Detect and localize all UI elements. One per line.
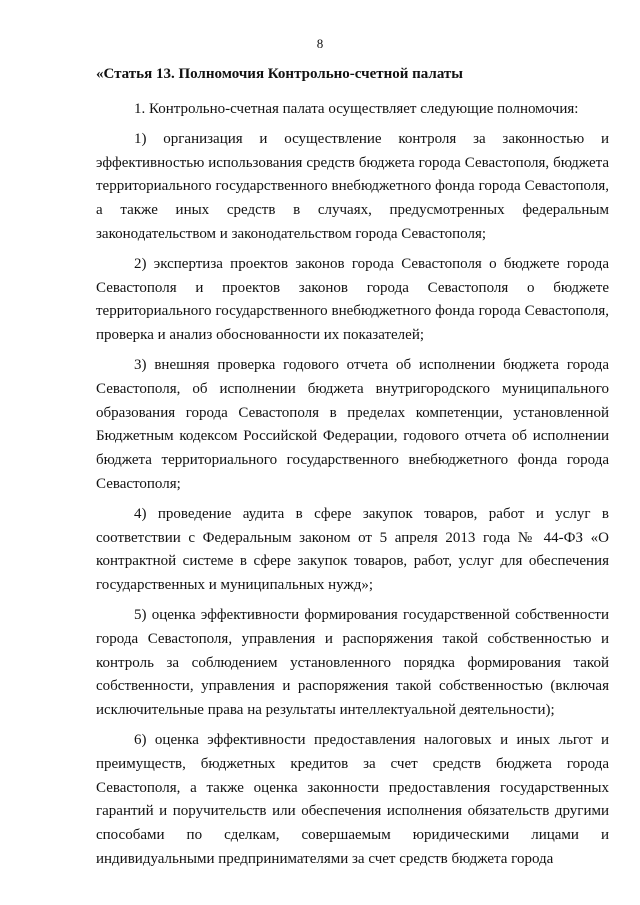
paragraph-item-4: 4) проведение аудита в сфере закупок товаров, работ и услуг в соответствии с Федеральным законом от 5 апреля 2013 года № 44-ФЗ «О контрактной системе в сфере закупок товаров, работ, услуг для обеспечения государственных и муниципальных нужд»; bbox=[96, 505, 609, 594]
article-heading: «Статья 13. Полномочия Контрольно-счетной палаты bbox=[96, 66, 464, 82]
document-body bbox=[96, 62, 609, 878]
paragraph-item-5: 5) оценка эффективности формирования государственной собственности города Севастополя, управления и распоряжения такой собственностью и контроль за соблюдением установленного порядка формирования такой собственности, управления и распоряжения такой собственностью (включая исключительные права на результаты интеллектуальной деятельности); bbox=[96, 606, 609, 719]
page-number: 8 bbox=[316, 36, 324, 51]
paragraph-item-6: 6) оценка эффективности предоставления налоговых и иных льгот и преимуществ, бюджетных кредитов за счет средств бюджета города Севастополя, а также оценка законности предоставления государственных гарантий и поручительств или обеспечения исполнения обязательств другими способами по сделкам, совершаемым юридическими лицами и индивидуальными предпринимателями за счет средств бюджета города bbox=[96, 731, 609, 867]
paragraph-intro: 1. Контрольно-счетная палата осуществляет следующие полномочия: bbox=[134, 101, 579, 117]
paragraph-item-3: 3) внешняя проверка годового отчета об исполнении бюджета города Севастополя, об исполнении бюджета внутригородского муниципального образования города Севастополя в пределах компетенции, установленной Бюджетным кодексом Российской Федерации, годового отчета об исполнении бюджета территориального государственного внебюджетного фонда города Севастополя; bbox=[96, 356, 609, 492]
paragraph-item-2: 2) экспертиза проектов законов города Севастополя о бюджете города Севастополя и проектов законов города Севастополя о бюджете территориального государственного внебюджетного фонда города Севастополя, проверка и анализ обоснованности их показателей; bbox=[96, 255, 609, 344]
paragraph-item-1: 1) организация и осуществление контроля за законностью и эффективностью использования средств бюджета города Севастополя, бюджета территориального государственного внебюджетного фонда города Севастополя, а также иных средств в случаях, предусмотренных федеральным законодательством и законодательством города Севастополя; bbox=[96, 130, 609, 242]
